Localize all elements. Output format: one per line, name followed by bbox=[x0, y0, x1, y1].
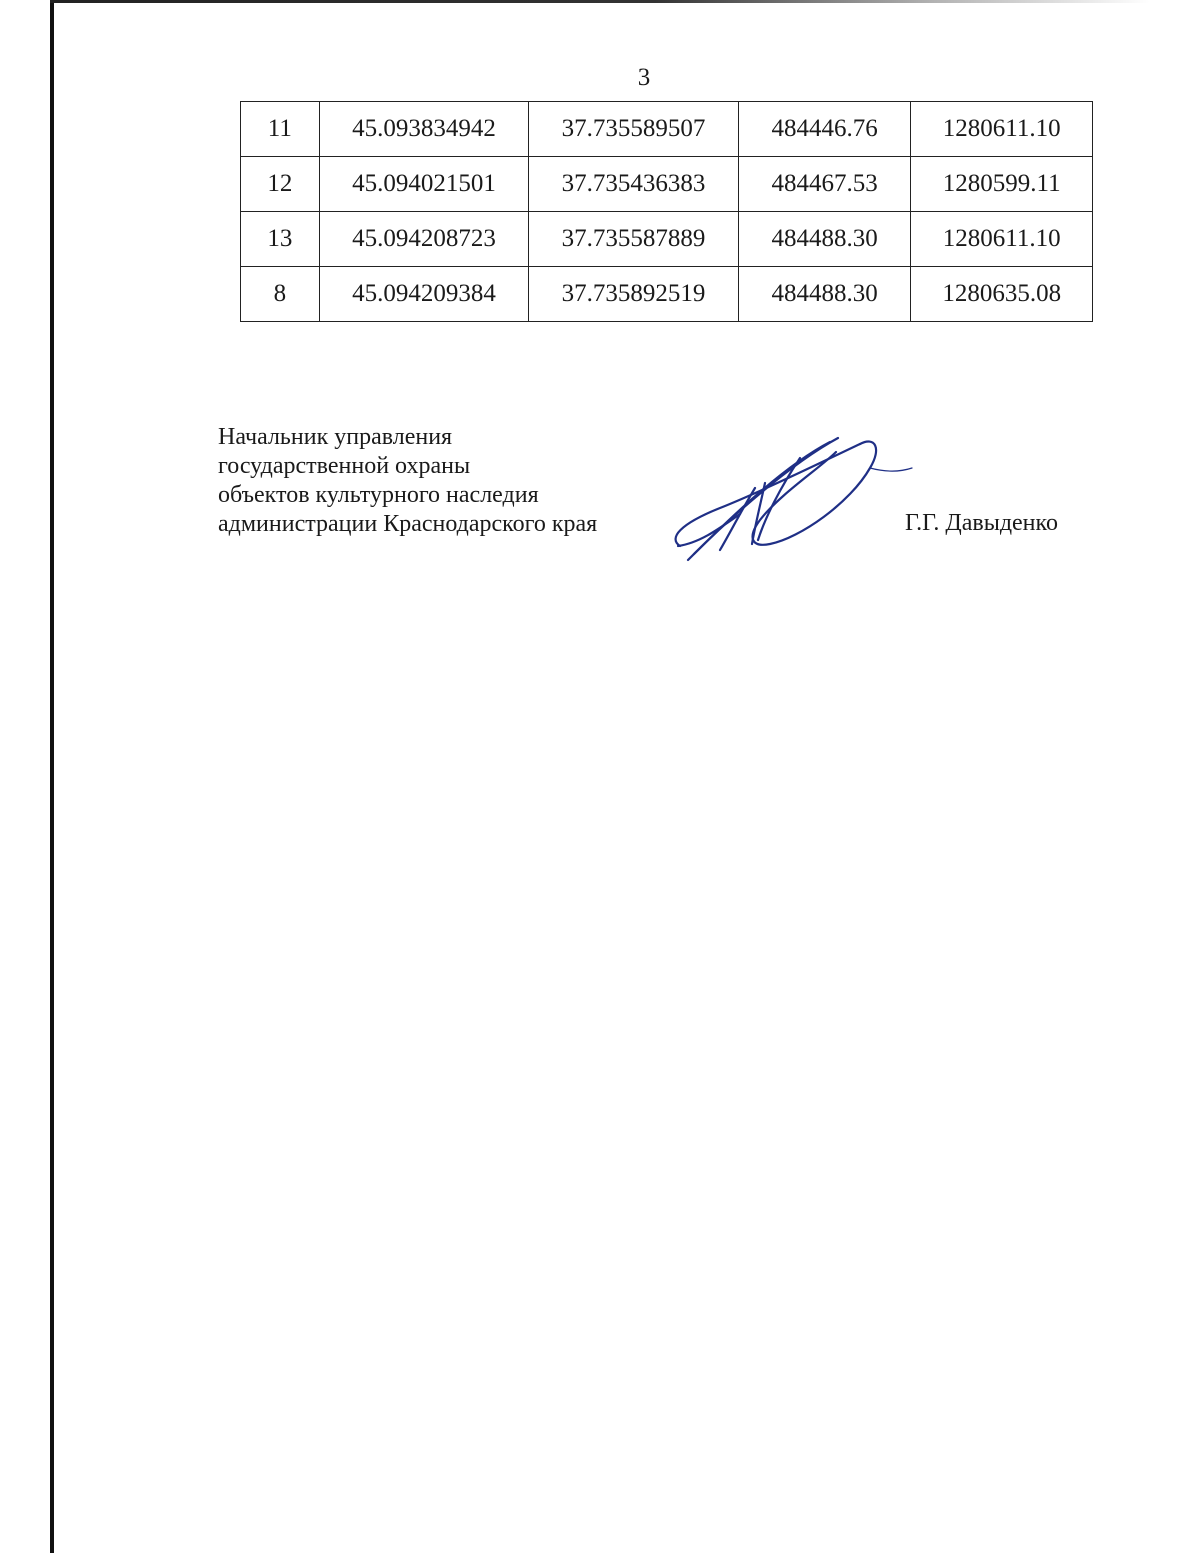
table-cell: 12 bbox=[241, 157, 320, 212]
table-cell: 37.735589507 bbox=[529, 102, 739, 157]
scan-edge-top bbox=[50, 0, 1150, 3]
table-row bbox=[241, 267, 1093, 322]
position-line: Начальник управления bbox=[218, 424, 453, 450]
table-cell: 484446.76 bbox=[738, 102, 911, 157]
table-cell: 37.735587889 bbox=[529, 212, 739, 267]
signatory-name: Г.Г. Давыденко bbox=[905, 510, 1058, 536]
table-cell: 45.093834942 bbox=[319, 102, 529, 157]
coordinates-table bbox=[240, 101, 1093, 322]
table-cell: 11 bbox=[241, 102, 320, 157]
table-cell: 45.094021501 bbox=[319, 157, 529, 212]
table-cell: 13 bbox=[241, 212, 320, 267]
table-cell: 484488.30 bbox=[738, 267, 911, 322]
table-cell: 1280611.10 bbox=[911, 102, 1093, 157]
table-row bbox=[241, 212, 1093, 267]
table-cell: 484488.30 bbox=[738, 212, 911, 267]
table-row bbox=[241, 102, 1093, 157]
position-line: государственной охраны bbox=[218, 453, 471, 479]
table-cell: 1280635.08 bbox=[911, 267, 1093, 322]
table-cell: 8 bbox=[241, 267, 320, 322]
table-cell: 45.094209384 bbox=[319, 267, 529, 322]
table-row bbox=[241, 157, 1093, 212]
table-cell: 37.735436383 bbox=[529, 157, 739, 212]
page-number: 3 bbox=[637, 64, 651, 91]
table-cell: 1280611.10 bbox=[911, 212, 1093, 267]
signatory-position bbox=[218, 423, 597, 539]
table-cell: 484467.53 bbox=[738, 157, 911, 212]
table-cell: 1280599.11 bbox=[911, 157, 1093, 212]
position-line: администрации Краснодарского края bbox=[218, 511, 598, 537]
table-cell: 37.735892519 bbox=[529, 267, 739, 322]
position-line: объектов культурного наследия bbox=[218, 482, 539, 508]
table-cell: 45.094208723 bbox=[319, 212, 529, 267]
handwritten-signature bbox=[660, 428, 920, 568]
scan-edge-left bbox=[50, 0, 54, 1553]
